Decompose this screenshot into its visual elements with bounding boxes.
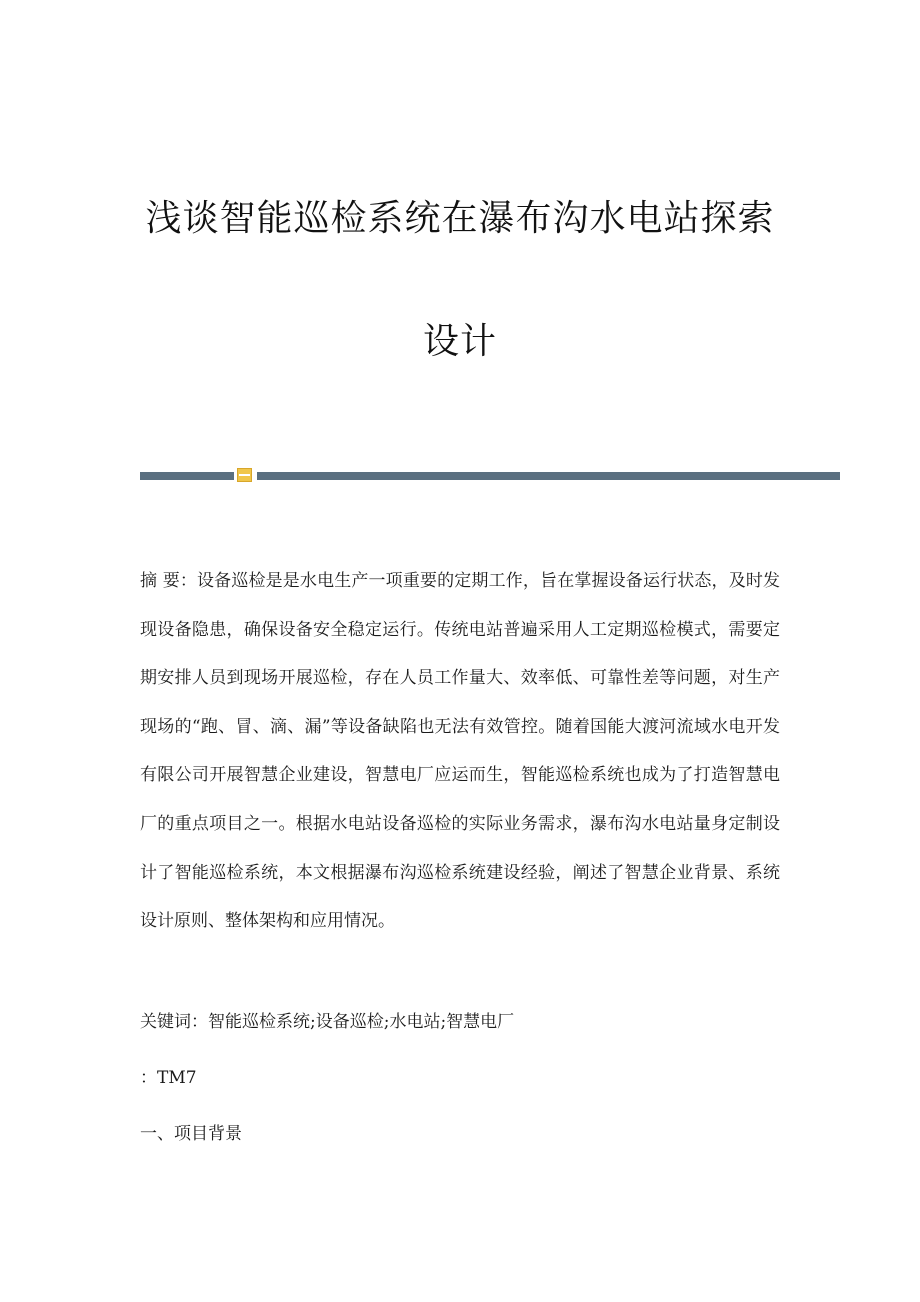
abstract-label: 摘 要： (140, 571, 198, 591)
paper-title-line-1: 浅谈智能巡检系统在瀑布沟水电站探索 (145, 198, 775, 239)
paper-title-line-2: 设计 (422, 321, 497, 362)
divider-bar-left (140, 472, 234, 480)
classification-number: ：TM7 (140, 1068, 197, 1088)
title-divider (140, 467, 840, 483)
abstract-paragraph (140, 557, 780, 946)
section-heading: 一、项目背景 (140, 1124, 242, 1144)
abstract-text: 设备巡检是是水电生产一项重要的定期工作，旨在掌握设备运行状态，及时发现设备隐患，确保设备安全稳定运行。传统电站普遍采用人工定期巡检模式，需要定期安排人员到现场开展巡检，存在人员工作量大、效率低、可靠性差等问题，对生产现场的“跑、冒、滴、漏”等设备缺陷也无法有效管控。随着国能大渡河流域水电开发有限公司开展智慧企业建设，智慧电厂应运而生，智能巡检系统也成为了打造智慧电厂的重点项目之一。根据水电站设备巡检的实际业务需求，瀑布沟水电站量身定制设计了智能巡检系统，本文根据瀑布沟巡检系统建设经验，阐述了智慧企业背景、系统设计原则、整体架构和应用情况。 (140, 571, 781, 932)
keywords-line: 关键词：智能巡检系统;设备巡检;水电站;智慧电厂 (140, 1012, 515, 1032)
divider-ornament-icon (237, 468, 252, 482)
divider-bar-right (257, 472, 840, 480)
